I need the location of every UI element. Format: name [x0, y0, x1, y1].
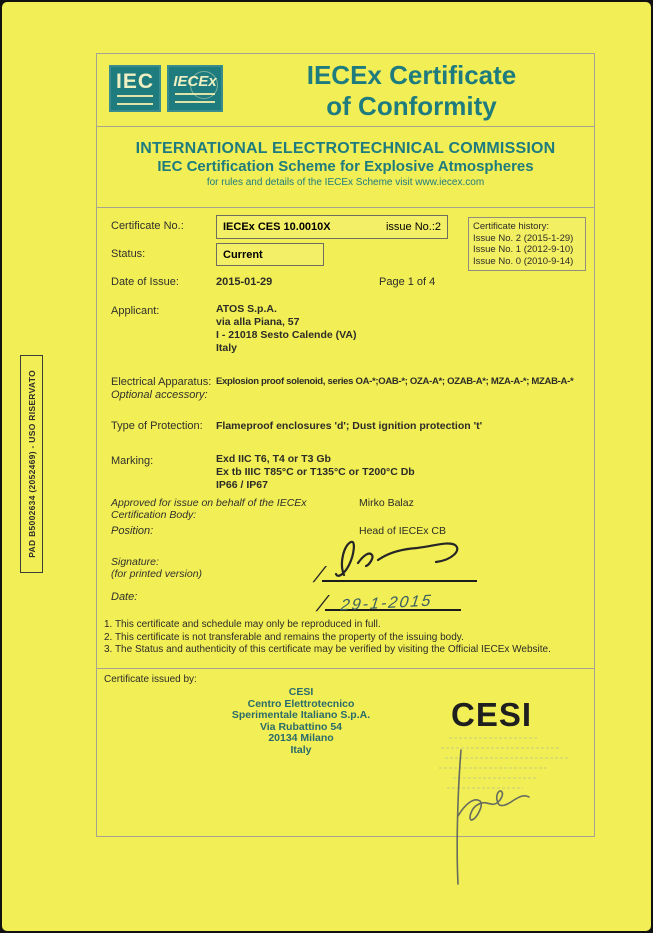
certificate-history-box: [468, 217, 586, 271]
approved-label-line: Approved for issue on behalf of the IECEx: [111, 497, 307, 509]
reserved-use-text: PAD B5002634 (2052469) - USO RISERVATO: [26, 370, 37, 558]
date-label: Date:: [111, 591, 138, 603]
approved-value: Mirko Balaz: [359, 497, 414, 509]
certificate-no-label: Certificate No.:: [111, 220, 184, 232]
signature-label-line: Signature:: [111, 556, 159, 568]
approved-label-line: Certification Body:: [111, 509, 197, 521]
commission-band: [97, 127, 594, 208]
reserved-use-sidebar: [20, 355, 43, 573]
page-indicator: Page 1 of 4: [379, 276, 436, 288]
note-line: 3. The Status and authenticity of this certificate may be verified by visiting the Official IECEx Website.: [104, 644, 551, 655]
signature-area: [312, 533, 477, 587]
signature-slash-mark: /: [312, 562, 327, 587]
applicant-label: Applicant:: [111, 305, 160, 317]
globe-icon: [190, 71, 218, 99]
apparatus-sublabel: Optional accessory:: [111, 389, 208, 401]
certificate-notes: [104, 619, 551, 657]
marking-label: Marking:: [111, 455, 154, 467]
issuer-line: CESI: [288, 686, 314, 698]
approved-label: [111, 497, 307, 521]
footer-divider: [97, 668, 594, 669]
certificate-no-box: [216, 215, 448, 239]
issuer-line: 20134 Milano: [268, 732, 334, 744]
applicant-line: ATOS S.p.A.: [216, 303, 277, 315]
certificate-page: [2, 2, 651, 931]
certificate-frame: [96, 53, 595, 837]
issuer-line: Italy: [290, 743, 312, 756]
status-box: [216, 243, 324, 266]
history-item: Issue No. 1 (2012-9-10): [473, 244, 574, 255]
history-title: Certificate history:: [473, 221, 550, 232]
iec-logo-bars-icon: [117, 95, 153, 105]
apparatus-label: Electrical Apparatus:: [111, 376, 212, 388]
marking-value: [216, 453, 415, 492]
title-line1: IECEx Certificate: [306, 60, 517, 90]
commission-name: INTERNATIONAL ELECTROTECHNICAL COMMISSION: [135, 140, 556, 157]
protection-label: Type of Protection:: [111, 420, 203, 432]
applicant-line: via alla Piana, 57: [216, 316, 300, 328]
history-item: Issue No. 0 (2010-9-14): [473, 255, 574, 267]
issuer-address: [201, 687, 401, 756]
iec-logo: [109, 65, 161, 112]
marking-line: Ex tb IIIC T85°C or T135°C or T200°C Db: [216, 466, 415, 478]
certificate-title: [237, 60, 586, 122]
protection-value: Flameproof enclosures 'd'; Dust ignition protection 't': [216, 420, 483, 432]
signature-label: [111, 556, 202, 580]
note-line: 1. This certificate and schedule may only be reproduced in full.: [104, 619, 381, 630]
marking-line: IP66 / IP67: [216, 479, 268, 491]
issuer-line: Via Rubattino 54: [259, 720, 343, 733]
issue-no-value: issue No.:2: [385, 221, 441, 233]
certificate-no-value: IECEx CES 10.0010X: [223, 221, 331, 233]
title-line2: of Conformity: [326, 91, 497, 121]
iec-logo-text: IEC: [115, 70, 154, 93]
handwritten-flourish: [427, 744, 577, 889]
applicant-address: [216, 303, 356, 355]
date-slash-mark: /: [315, 591, 330, 616]
signature-label-line: (for printed version): [111, 568, 203, 580]
header: [97, 54, 594, 127]
issued-by-label: Certificate issued by:: [104, 674, 197, 685]
note-line: 2. This certificate is not transferable and remains the property of the issuing body.: [104, 631, 464, 643]
date-of-issue-value: 2015-01-29: [216, 276, 273, 288]
scheme-name: IEC Certification Scheme for Explosive Atmospheres: [157, 158, 534, 175]
history-item: Issue No. 2 (2015-1-29): [473, 232, 574, 244]
issuer-line: Centro Elettrotecnico: [247, 697, 355, 710]
date-of-issue-label: Date of Issue:: [111, 276, 179, 288]
date-area: [315, 582, 461, 616]
position-label: Position:: [111, 525, 154, 537]
issuer-line: Sperimentale Italiano S.p.A.: [231, 709, 371, 721]
cesi-logo: CESI: [451, 696, 533, 733]
status-label: Status:: [111, 248, 146, 260]
handwritten-date: 29-1-2015: [339, 592, 434, 615]
iecex-logo-text: IECEx: [173, 73, 217, 90]
applicant-line: I - 21018 Sesto Calende (VA): [216, 329, 357, 341]
marking-line: Exd IIC T6, T4 or T3 Gb: [216, 453, 331, 465]
position-value: Head of IECEx CB: [359, 525, 446, 537]
iecex-logo: [167, 65, 223, 112]
applicant-line: Italy: [216, 342, 238, 354]
apparatus-value: Explosion proof solenoid, series OA-*;OAB-*; OZA-A*; OZAB-A*; MZA-A-*; MZAB-A-*: [216, 376, 574, 387]
status-value: Current: [223, 248, 263, 261]
handwritten-signature: [322, 533, 477, 579]
scheme-url-note: for rules and details of the IECEx Scheme visit www.iecex.com: [206, 177, 485, 188]
